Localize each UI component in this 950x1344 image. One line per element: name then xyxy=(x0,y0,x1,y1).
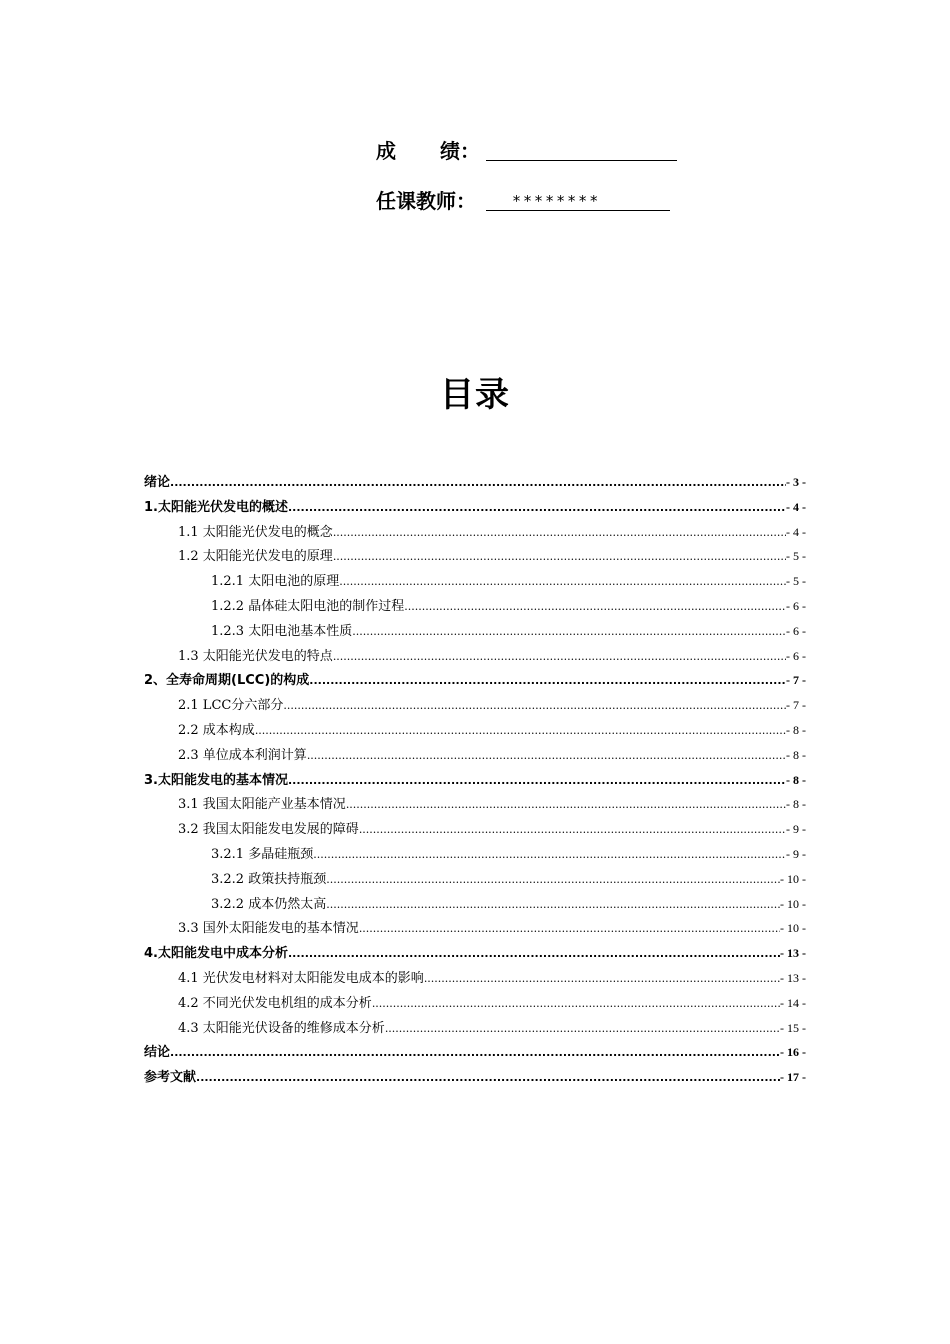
toc-entry-page-number: - 15 - xyxy=(780,1020,806,1035)
toc-entry-page-number: - 13 - xyxy=(780,970,806,985)
toc-dot-leader xyxy=(424,967,780,992)
toc-entry-title: 2.2 成本构成 xyxy=(178,722,255,738)
toc-entry-title: 1.3 太阳能光伏发电的特点 xyxy=(178,648,333,664)
toc-entry-page-number: - 10 - xyxy=(780,896,806,911)
toc-entry-page-number: - 9 - xyxy=(786,822,806,837)
toc-entry[interactable] xyxy=(144,991,806,1016)
toc-dot-leader xyxy=(196,1066,780,1091)
grade-label-second-part: 绩： xyxy=(440,139,480,163)
toc-entry[interactable] xyxy=(144,470,806,495)
toc-dot-leader xyxy=(170,471,786,496)
toc-entry[interactable] xyxy=(144,544,806,569)
toc-dot-leader xyxy=(359,818,786,843)
toc-entry[interactable] xyxy=(144,768,806,793)
toc-dot-leader xyxy=(170,1041,780,1066)
toc-entry-page-number: - 13 - xyxy=(780,946,806,961)
toc-entry-page-number: - 8 - xyxy=(786,797,806,812)
toc-dot-leader xyxy=(288,496,786,521)
toc-entry[interactable] xyxy=(144,966,806,991)
toc-entry-page-number: - 5 - xyxy=(786,549,806,564)
toc-entry-page-number: - 8 - xyxy=(786,772,806,787)
toc-entry[interactable] xyxy=(144,520,806,545)
toc-title: 目录 xyxy=(440,375,510,415)
toc-entry-title: 3.2 我国太阳能发电发展的障碍 xyxy=(178,822,359,838)
toc-entry-title: 1.2.2 晶体硅太阳电池的制作过程 xyxy=(211,598,405,614)
toc-entry-title: 2、全寿命周期(LCC)的构成 xyxy=(144,673,310,689)
toc-dot-leader xyxy=(326,893,780,918)
toc-entry-title: 绪论 xyxy=(144,475,171,490)
toc-entry-title: 结论 xyxy=(144,1045,171,1061)
toc-dot-leader xyxy=(372,992,780,1017)
toc-entry-page-number: - 14 - xyxy=(780,995,806,1010)
table-of-contents xyxy=(144,470,806,1090)
toc-entry[interactable] xyxy=(144,718,806,743)
grade-label xyxy=(376,134,480,168)
toc-entry-title: 3.2.2 政策扶持瓶颈 xyxy=(211,871,327,887)
toc-entry-title: 1.2.1 太阳电池的原理 xyxy=(211,574,340,590)
toc-entry-title: 4.2 不同光伏发电机组的成本分析 xyxy=(178,995,372,1011)
toc-entry[interactable] xyxy=(144,892,806,917)
toc-entry[interactable] xyxy=(144,619,806,644)
toc-entry-title: 2.1 LCC分六部分 xyxy=(178,698,284,714)
toc-entry-page-number: - 8 - xyxy=(786,747,806,762)
toc-entry-title: 3.3 国外太阳能发电的基本情况 xyxy=(178,921,359,937)
toc-entry-title: 3.2.2 成本仍然太高 xyxy=(211,896,327,912)
toc-entry[interactable] xyxy=(144,644,806,669)
toc-entry-title: 4.3 太阳能光伏设备的维修成本分析 xyxy=(178,1020,385,1036)
toc-entry-title: 4.太阳能发电中成本分析 xyxy=(144,946,288,962)
toc-entry-title: 3.太阳能发电的基本情况 xyxy=(144,772,288,788)
toc-entry-page-number: - 4 - xyxy=(786,499,806,514)
toc-entry[interactable] xyxy=(144,1016,806,1041)
toc-dot-leader xyxy=(333,645,786,670)
toc-entry[interactable] xyxy=(144,693,806,718)
toc-dot-leader xyxy=(339,570,786,595)
teacher-value: ******** xyxy=(486,184,670,211)
grade-label-first-char: 成 xyxy=(376,139,396,163)
toc-entry[interactable] xyxy=(144,916,806,941)
grade-blank-line xyxy=(486,134,677,161)
toc-entry[interactable] xyxy=(144,668,806,693)
toc-dot-leader xyxy=(309,669,786,694)
toc-entry-title: 1.2 太阳能光伏发电的原理 xyxy=(178,549,333,565)
toc-entry-page-number: - 17 - xyxy=(780,1070,806,1085)
toc-entry-page-number: - 16 - xyxy=(780,1045,806,1060)
toc-entry-page-number: - 4 - xyxy=(786,524,806,539)
toc-entry-page-number: - 6 - xyxy=(786,623,806,638)
toc-dot-leader xyxy=(255,719,786,744)
teacher-label: 任课教师： xyxy=(376,189,476,213)
toc-dot-leader xyxy=(352,620,786,645)
toc-entry-title: 参考文献 xyxy=(144,1070,197,1086)
toc-entry-page-number: - 10 - xyxy=(780,871,806,886)
toc-entry-title: 2.3 单位成本利润计算 xyxy=(178,747,307,763)
toc-entry-page-number: - 7 - xyxy=(786,698,806,713)
toc-entry-title: 4.1 光伏发电材料对太阳能发电成本的影响 xyxy=(178,970,424,986)
toc-entry[interactable] xyxy=(144,495,806,520)
toc-entry[interactable] xyxy=(144,569,806,594)
toc-entry[interactable] xyxy=(144,867,806,892)
toc-dot-leader xyxy=(307,744,786,769)
toc-entry-page-number: - 3 - xyxy=(786,475,806,489)
toc-dot-leader xyxy=(283,694,786,719)
toc-entry-page-number: - 6 - xyxy=(786,598,806,613)
toc-dot-leader xyxy=(288,942,780,967)
toc-entry[interactable] xyxy=(144,842,806,867)
toc-dot-leader xyxy=(385,1017,780,1042)
toc-entry[interactable] xyxy=(144,817,806,842)
toc-dot-leader xyxy=(333,545,786,570)
toc-entry-page-number: - 5 - xyxy=(786,574,806,589)
toc-entry-title: 1.1 太阳能光伏发电的概念 xyxy=(178,524,333,540)
toc-entry[interactable] xyxy=(144,1040,806,1065)
toc-dot-leader xyxy=(313,843,786,868)
toc-dot-leader xyxy=(333,521,786,546)
toc-dot-leader xyxy=(359,917,780,942)
toc-entry-title: 3.1 我国太阳能产业基本情况 xyxy=(178,797,346,813)
toc-entry[interactable] xyxy=(144,792,806,817)
toc-dot-leader xyxy=(326,868,780,893)
toc-entry[interactable] xyxy=(144,743,806,768)
toc-entry-title: 3.2.1 多晶硅瓶颈 xyxy=(211,846,314,862)
toc-entry-title: 1.2.3 太阳电池基本性质 xyxy=(211,623,353,639)
toc-entry-page-number: - 8 - xyxy=(786,722,806,737)
toc-entry-page-number: - 10 - xyxy=(780,921,806,936)
toc-entry-page-number: - 7 - xyxy=(786,673,806,688)
toc-dot-leader xyxy=(288,769,786,794)
toc-entry-page-number: - 9 - xyxy=(786,846,806,861)
toc-entry[interactable] xyxy=(144,594,806,619)
toc-entry-title: 1.太阳能光伏发电的概述 xyxy=(144,499,288,515)
toc-entry-page-number: - 6 - xyxy=(786,648,806,663)
toc-dot-leader xyxy=(346,793,786,818)
toc-entry[interactable] xyxy=(144,1065,806,1090)
toc-dot-leader xyxy=(404,595,786,620)
toc-entry[interactable] xyxy=(144,941,806,966)
